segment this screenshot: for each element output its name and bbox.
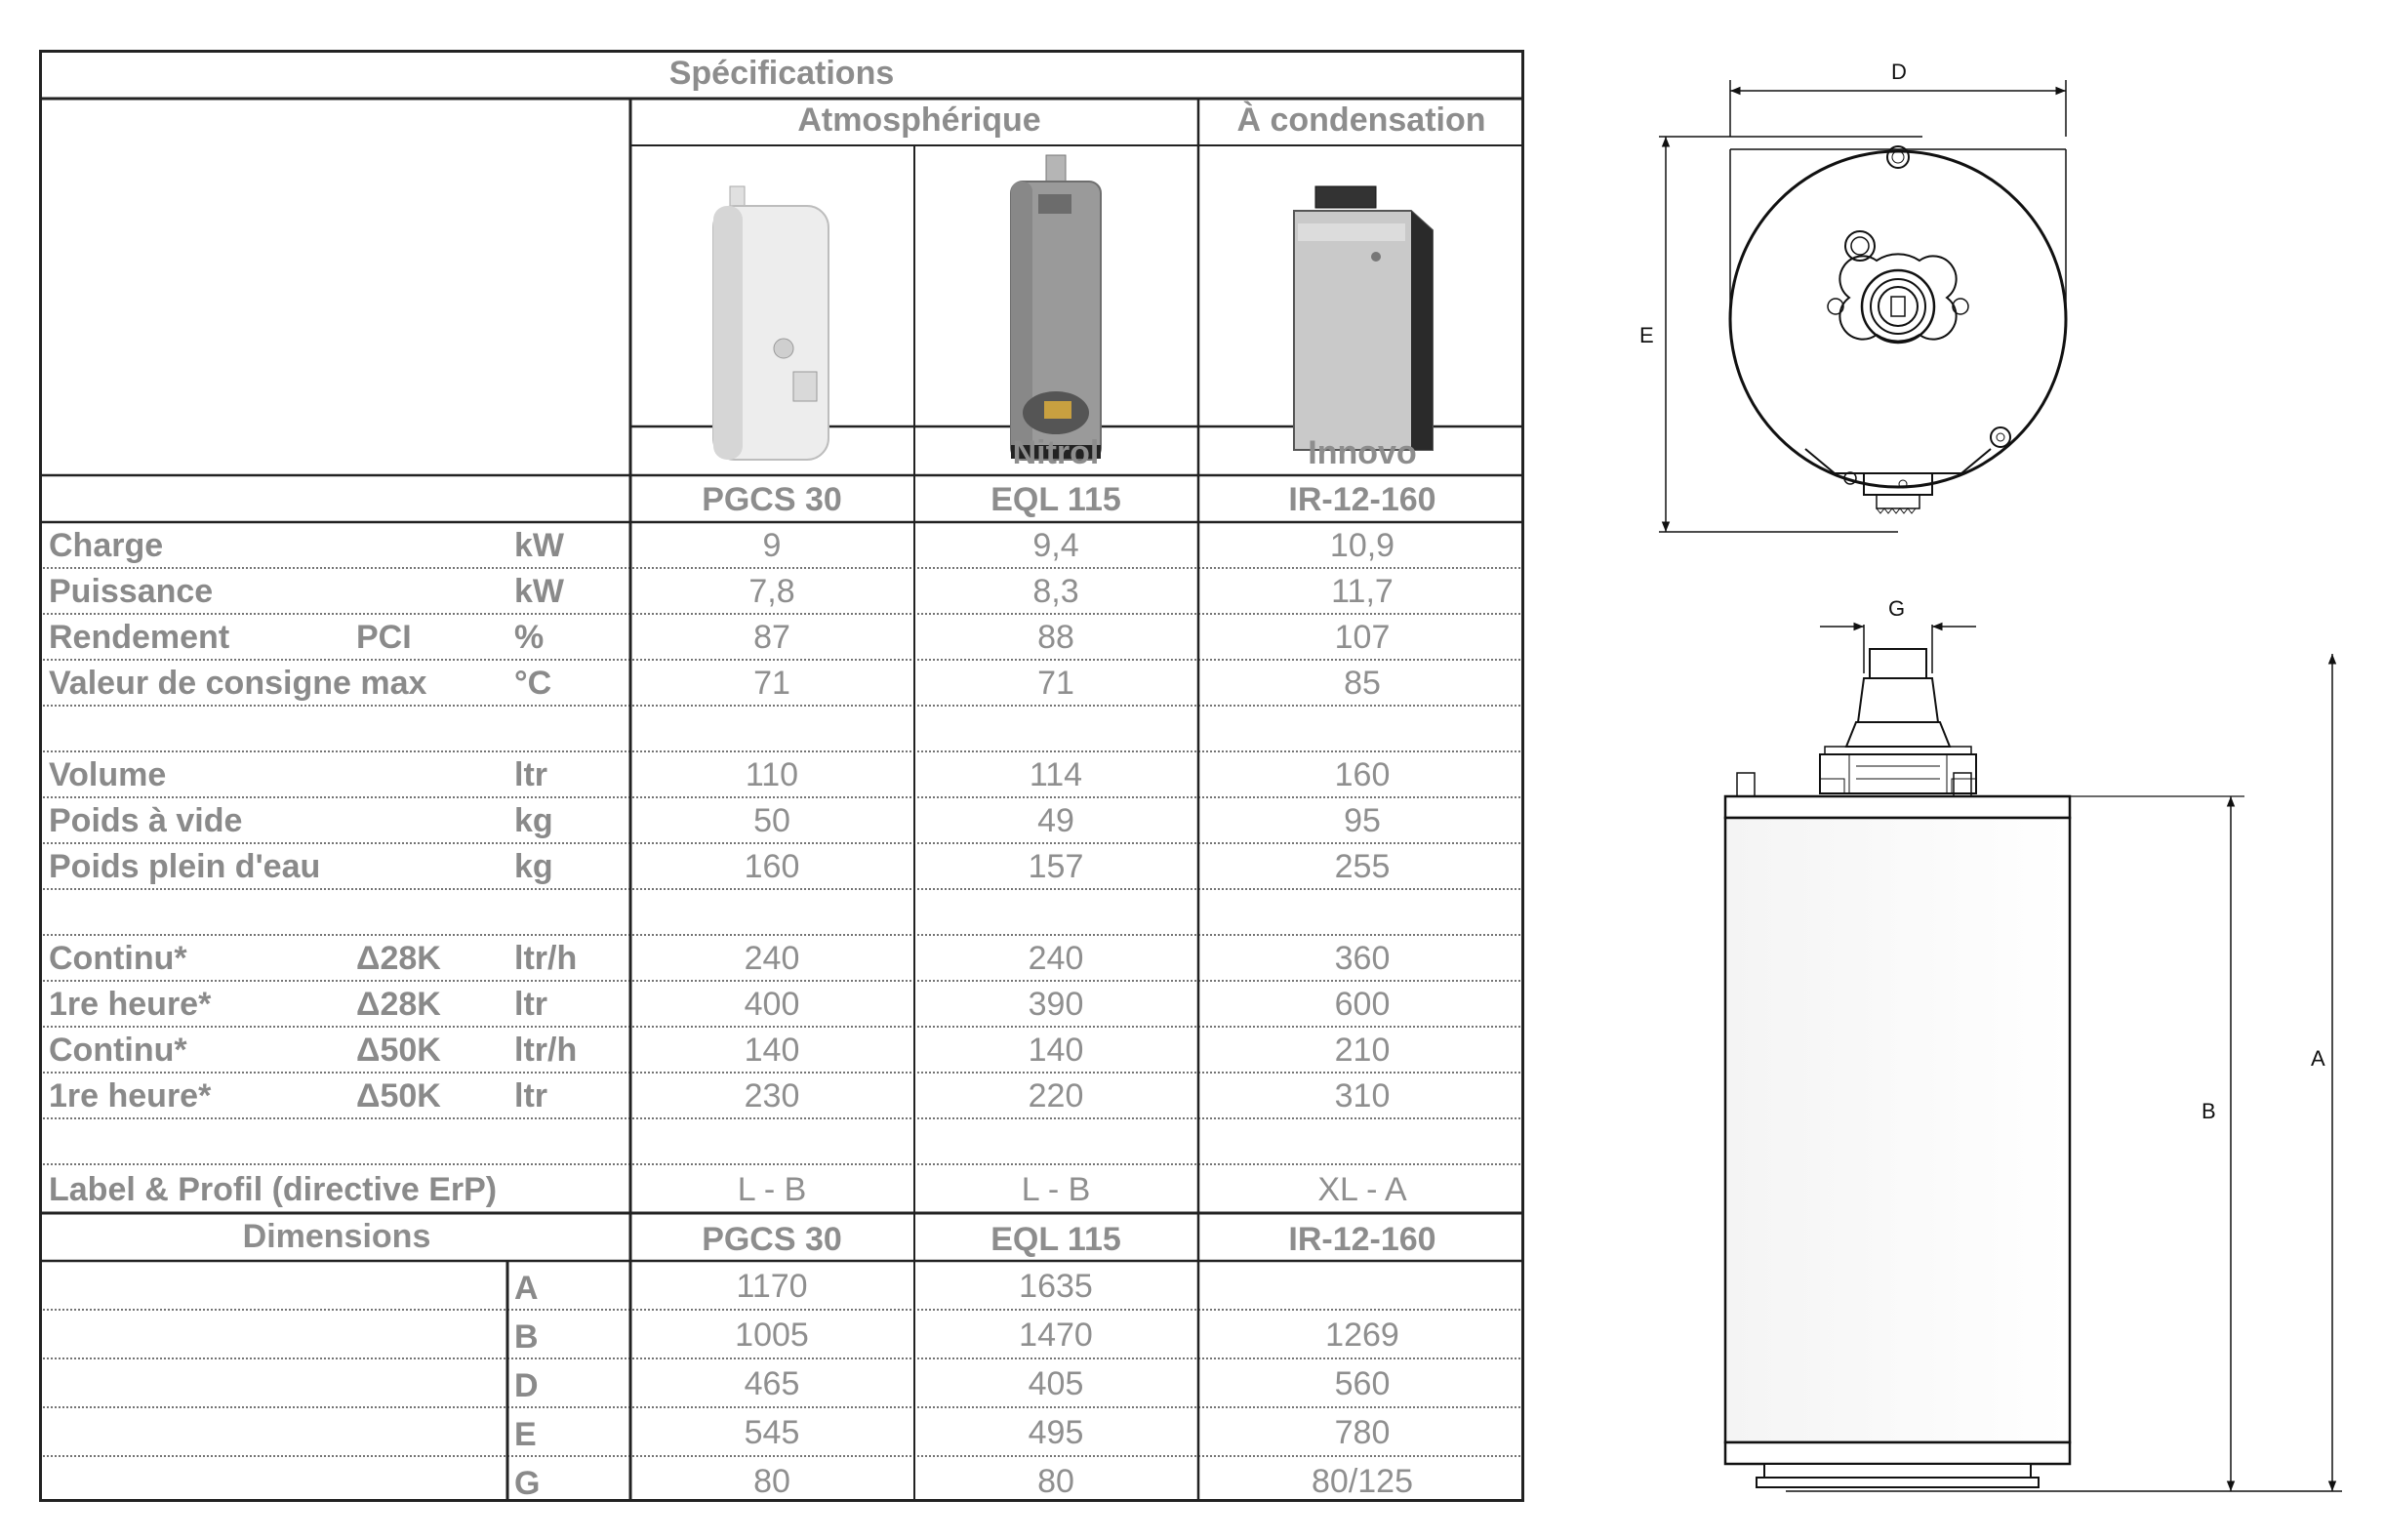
row-value-6-2: 114 (1029, 756, 1083, 793)
brand-3: Innovo (1308, 434, 1417, 471)
row-unit-11: ltr (514, 986, 547, 1023)
row-value-6-1: 110 (745, 756, 799, 793)
dim-value-e-2: 495 (1028, 1414, 1084, 1451)
row-unit-10: ltr/h (514, 940, 578, 977)
row-value-4-1: 71 (753, 665, 790, 702)
specifications-table (39, 50, 1524, 1502)
row-value-1-1: 9 (762, 527, 782, 564)
dim-label-g: G (1888, 596, 1906, 621)
row-label-8: Poids plein d'eau (49, 848, 321, 885)
row-value-12-2: 140 (1028, 1032, 1084, 1069)
row-unit-1: kW (514, 527, 564, 564)
row-value-10-3: 360 (1334, 940, 1391, 977)
row-value-7-3: 95 (1344, 802, 1381, 839)
dim-value-d-1: 465 (744, 1365, 800, 1402)
row-value-3-3: 107 (1334, 619, 1391, 656)
row-value-10-1: 240 (744, 940, 800, 977)
dimensions-title: Dimensions (242, 1218, 431, 1255)
row-cond-11: Δ28K (356, 986, 441, 1023)
label-value-2: L - B (1021, 1171, 1091, 1208)
row-unit-8: kg (514, 848, 553, 885)
row-value-8-2: 157 (1028, 848, 1084, 885)
row-label-11: 1re heure* (49, 986, 212, 1023)
row-value-2-3: 11,7 (1331, 573, 1394, 610)
dim-value-e-3: 780 (1334, 1414, 1391, 1451)
row-value-11-1: 400 (744, 986, 800, 1023)
row-value-11-3: 600 (1334, 986, 1391, 1023)
dim-value-a-2: 1635 (1019, 1268, 1093, 1305)
row-cond-10: Δ28K (356, 940, 441, 977)
row-value-12-3: 210 (1334, 1032, 1391, 1069)
row-label-2: Puissance (49, 573, 214, 610)
row-unit-4: °C (514, 665, 552, 702)
dim-value-b-3: 1269 (1325, 1317, 1399, 1354)
row-label-3: Rendement (49, 619, 230, 656)
dim-value-d-2: 405 (1028, 1365, 1084, 1402)
group-atmospheric: Atmosphérique (797, 101, 1041, 139)
dim-value-d-3: 560 (1334, 1365, 1391, 1402)
dim-label-a: A (2311, 1046, 2325, 1071)
dim-value-e-1: 545 (744, 1414, 800, 1451)
dim-key-e: E (514, 1416, 537, 1453)
technical-drawing (1600, 39, 2362, 1522)
label-value-3: XL - A (1317, 1171, 1407, 1208)
dim-label-e: E (1639, 323, 1654, 347)
row-value-11-2: 390 (1028, 986, 1084, 1023)
brand-2: Nitrol (1012, 434, 1100, 471)
model-2: EQL 115 (990, 481, 1121, 518)
dim-key-g: G (514, 1465, 541, 1502)
row-label-13: 1re heure* (49, 1077, 212, 1114)
row-value-13-1: 230 (744, 1077, 800, 1114)
row-value-1-2: 9,4 (1032, 527, 1079, 564)
product-photo-1 (713, 186, 828, 460)
dim-value-g-2: 80 (1037, 1463, 1074, 1500)
row-value-10-2: 240 (1028, 940, 1084, 977)
group-condensing: À condensation (1236, 101, 1486, 139)
label-value-1: L - B (737, 1171, 807, 1208)
table-title: Spécifications (668, 55, 895, 92)
dim-key-d: D (514, 1367, 539, 1404)
row-cond-12: Δ50K (356, 1032, 441, 1069)
dim-model-1: PGCS 30 (702, 1221, 842, 1258)
row-value-1-3: 10,9 (1329, 527, 1395, 564)
row-unit-3: % (514, 619, 545, 656)
row-cond-13: Δ50K (356, 1077, 441, 1114)
row-value-3-1: 87 (753, 619, 790, 656)
row-unit-7: kg (514, 802, 553, 839)
row-value-2-2: 8,3 (1032, 573, 1079, 610)
dim-model-2: EQL 115 (990, 1221, 1121, 1258)
row-unit-12: ltr/h (514, 1032, 578, 1069)
row-label-4: Valeur de consigne max (49, 665, 427, 702)
row-value-4-3: 85 (1344, 665, 1381, 702)
row-label-12: Continu* (49, 1032, 187, 1069)
row-unit-2: kW (514, 573, 564, 610)
row-value-13-2: 220 (1028, 1077, 1084, 1114)
row-label-1: Charge (49, 527, 164, 564)
row-label-10: Continu* (49, 940, 187, 977)
dim-value-a-1: 1170 (736, 1268, 808, 1305)
dim-value-b-2: 1470 (1019, 1317, 1093, 1354)
row-value-8-3: 255 (1334, 848, 1391, 885)
model-3: IR-12-160 (1288, 481, 1436, 518)
row-unit-6: ltr (514, 756, 547, 793)
label-profile: Label & Profil (directive ErP) (49, 1171, 498, 1208)
row-value-7-2: 49 (1037, 802, 1074, 839)
row-cond-3: PCI (356, 619, 412, 656)
row-value-4-2: 71 (1037, 665, 1074, 702)
dim-value-b-1: 1005 (735, 1317, 809, 1354)
row-unit-13: ltr (514, 1077, 547, 1114)
product-photo-2 (1011, 155, 1101, 460)
dim-label-b: B (2202, 1099, 2216, 1123)
side-view (1725, 625, 2342, 1491)
row-label-6: Volume (49, 756, 167, 793)
row-value-2-1: 7,8 (748, 573, 795, 610)
product-photo-3 (1294, 186, 1433, 450)
row-value-6-3: 160 (1334, 756, 1391, 793)
row-value-8-1: 160 (744, 848, 800, 885)
dim-value-g-3: 80/125 (1312, 1463, 1413, 1500)
row-value-7-1: 50 (753, 802, 790, 839)
row-value-12-1: 140 (744, 1032, 800, 1069)
dim-model-3: IR-12-160 (1288, 1221, 1436, 1258)
row-value-13-3: 310 (1334, 1077, 1391, 1114)
dim-key-b: B (514, 1318, 539, 1356)
top-view (1659, 80, 2066, 532)
dim-value-g-1: 80 (753, 1463, 790, 1500)
model-1: PGCS 30 (702, 481, 842, 518)
dim-label-d: D (1891, 60, 1907, 84)
dim-key-a: A (514, 1270, 539, 1307)
row-value-3-2: 88 (1037, 619, 1074, 656)
row-label-7: Poids à vide (49, 802, 243, 839)
